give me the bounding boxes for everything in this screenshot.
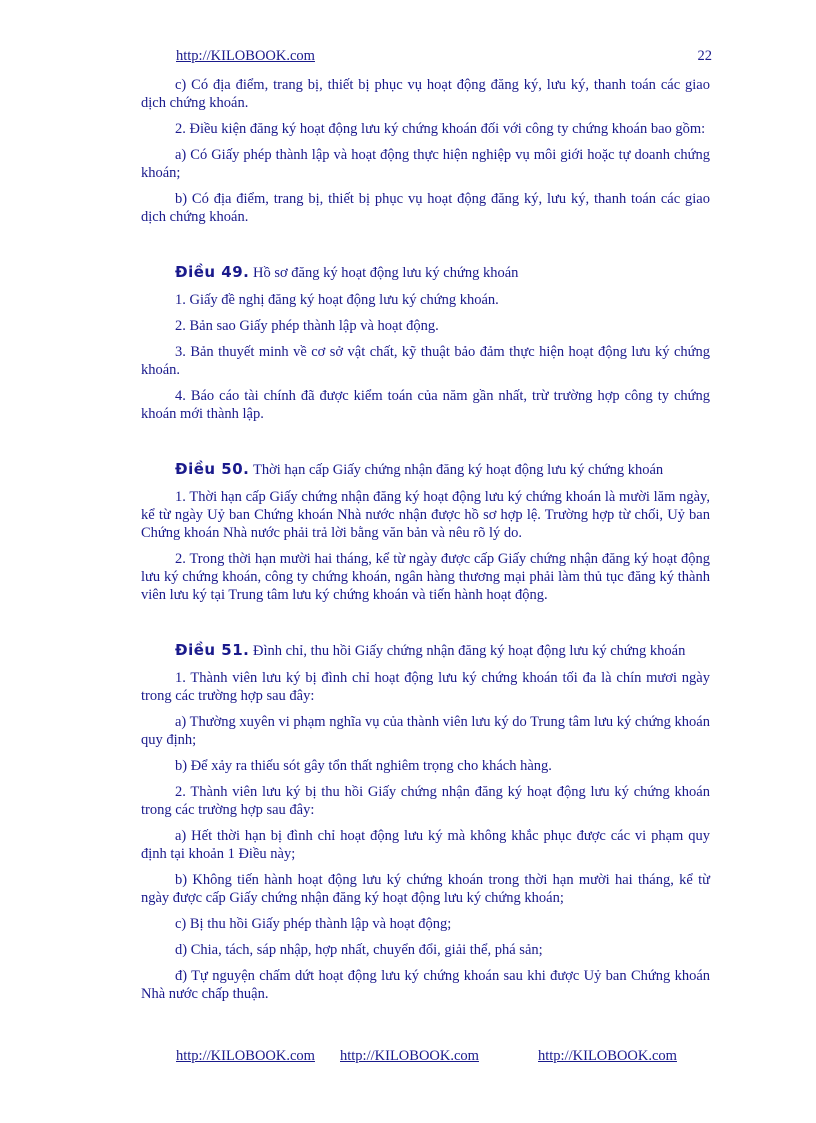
paragraph: 2. Điều kiện đăng ký hoạt động lưu ký chứng khoán đối với công ty chứng khoán bao gồm:	[175, 121, 706, 137]
article-heading	[141, 459, 710, 480]
paragraph: đ) Tự nguyện chấm dứt hoạt động lưu ký chứng khoán sau khi được Uỷ ban Chứng khoán Nhà nước chấp thuận.	[141, 968, 710, 1002]
paragraph: a) Hết thời hạn bị đình chỉ hoạt động lưu ký mà không khắc phục được các vi phạm quy định tại khoản 1 Điều này;	[141, 828, 710, 862]
paragraph: b) Không tiến hành hoạt động lưu ký chứng khoán trong thời hạn mười hai tháng, kể từ ngày được cấp Giấy chứng nhận đăng ký hoạt động lưu ký chứng khoán;	[141, 872, 710, 906]
paragraph: a) Có Giấy phép thành lập và hoạt động thực hiện nghiệp vụ môi giới hoặc tự doanh chứng khoán;	[141, 147, 710, 181]
article-heading	[141, 262, 710, 283]
paragraph: 4. Báo cáo tài chính đã được kiểm toán của năm gần nhất, trừ trường hợp công ty chứng khoán mới thành lập.	[141, 388, 710, 422]
article-number: Điều 50.	[175, 460, 250, 478]
page-header	[176, 48, 712, 68]
article-title: Thời hạn cấp Giấy chứng nhận đăng ký hoạt động lưu ký chứng khoán	[252, 462, 664, 478]
paragraph: 1. Thành viên lưu ký bị đình chỉ hoạt động lưu ký chứng khoán tối đa là chín mươi ngày trong các trường hợp sau đây:	[141, 670, 710, 704]
paragraph: b) Để xảy ra thiếu sót gây tổn thất nghiêm trọng cho khách hàng.	[175, 758, 552, 774]
paragraph: 2. Trong thời hạn mười hai tháng, kể từ ngày được cấp Giấy chứng nhận đăng ký hoạt động lưu ký chứng khoán, công ty chứng khoán, ngân hàng thương mại phải làm thủ tục đăng ký thành viên lưu ký tại Trung tâm lưu ký chứng khoán và tiến hành hoạt động.	[141, 551, 710, 603]
paragraph: b) Có địa điểm, trang bị, thiết bị phục vụ hoạt động đăng ký, lưu ký, thanh toán các giao dịch chứng khoán.	[141, 191, 710, 225]
footer-link[interactable]: http://KILOBOOK.com	[176, 1048, 315, 1064]
article-title: Hồ sơ đăng ký hoạt động lưu ký chứng khoán	[252, 265, 519, 281]
paragraph: a) Thường xuyên vi phạm nghĩa vụ của thành viên lưu ký do Trung tâm lưu ký chứng khoán quy định;	[141, 714, 710, 748]
paragraph: d) Chia, tách, sáp nhập, hợp nhất, chuyển đổi, giải thể, phá sản;	[175, 942, 543, 958]
article-number: Điều 49.	[175, 263, 250, 281]
paragraph: 2. Bản sao Giấy phép thành lập và hoạt động.	[175, 318, 439, 334]
article-number: Điều 51.	[175, 641, 250, 659]
document-body	[141, 76, 710, 1011]
article-title: Đình chỉ, thu hồi Giấy chứng nhận đăng ký hoạt động lưu ký chứng khoán	[252, 643, 686, 659]
paragraph: c) Bị thu hồi Giấy phép thành lập và hoạt động;	[175, 916, 452, 932]
article-heading	[141, 640, 710, 661]
header-link[interactable]: http://KILOBOOK.com	[176, 48, 315, 64]
footer-link[interactable]: http://KILOBOOK.com	[340, 1048, 479, 1064]
page-footer	[176, 1048, 696, 1068]
paragraph: 2. Thành viên lưu ký bị thu hồi Giấy chứng nhận đăng ký hoạt động lưu ký chứng khoán trong các trường hợp sau đây:	[141, 784, 710, 818]
page-number: 22	[697, 48, 712, 64]
paragraph: 3. Bản thuyết minh về cơ sở vật chất, kỹ thuật bảo đảm thực hiện hoạt động lưu ký chứng khoán.	[141, 344, 710, 378]
footer-link[interactable]: http://KILOBOOK.com	[538, 1048, 677, 1064]
paragraph: 1. Giấy đề nghị đăng ký hoạt động lưu ký chứng khoán.	[175, 292, 499, 308]
paragraph: c) Có địa điểm, trang bị, thiết bị phục vụ hoạt động đăng ký, lưu ký, thanh toán các giao dịch chứng khoán.	[141, 77, 710, 111]
paragraph: 1. Thời hạn cấp Giấy chứng nhận đăng ký hoạt động lưu ký chứng khoán là mười lăm ngày, kể từ ngày Uỷ ban Chứng khoán Nhà nước nhận được hồ sơ hợp lệ. Trường hợp từ chối, Uỷ ban Chứng khoán Nhà nước phải trả lời bằng văn bản và nêu rõ lý do.	[141, 489, 710, 541]
